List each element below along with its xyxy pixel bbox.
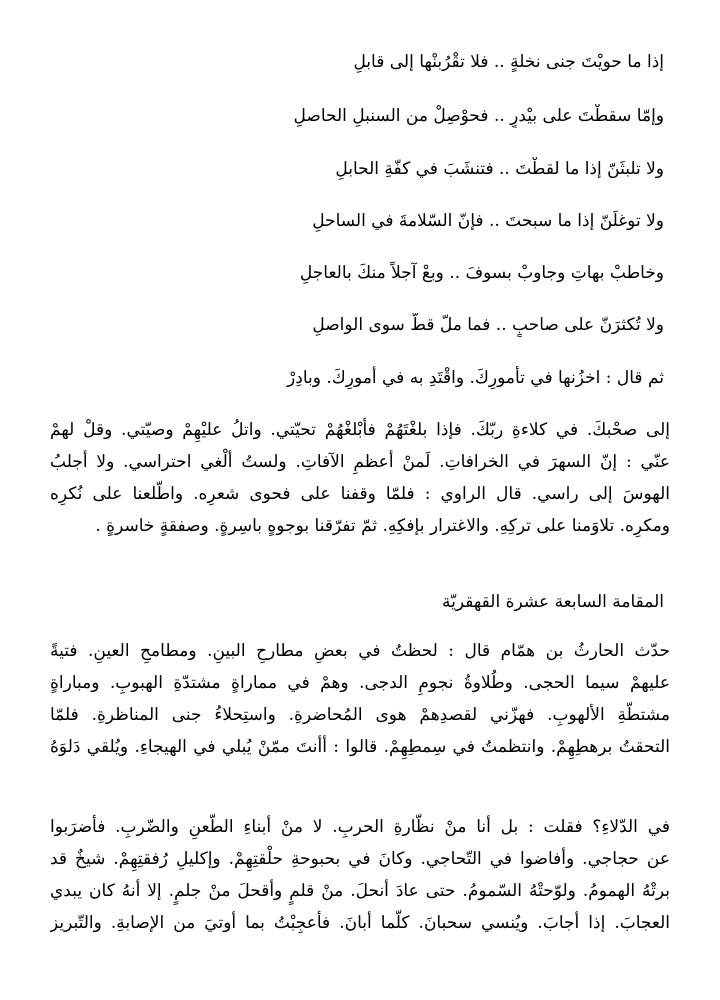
poem-verse: ولا تلبثَنّ إذا ما لقطْتَ .. فتنشَبَ في كفّةِ الحابلِ (335, 159, 664, 179)
narration-line: ثم قال : اخزُنها في تأمورِكَ. واقْتَدِ به في أمورِكَ. وبادِرْ (287, 368, 664, 388)
paragraph-line: الهوسَ إلى راسي. قال الراوي : فلمّا وقفنا على فحوى شعرِه. واطّلعنا على نُكرِه (50, 484, 670, 504)
poem-verse: وإمّا سقطْتَ على بيْدرٍ .. فحوْصِلْ من السنبلِ الحاصلِ (293, 106, 664, 126)
paragraph-line: في الدّلاءِ؟ فقلت : بل أنا منْ نظّارةِ الحربِ. لا منْ أبناءِ الطّعنِ والضّربِ. فأضرَبوا (50, 817, 670, 837)
poem-verse: ولا توغلَنّ إذا ما سبحتَ .. فإنّ السّلامةَ في الساحلِ (312, 211, 664, 231)
paragraph-line: عليهمْ سيما الحجى. وطُلاوةُ نجومِ الدجى. وهمْ في مماراةٍ مشتدّةِ الهبوبِ. ومباراةٍ (50, 673, 670, 693)
paragraph-line: العجابَ. إذا أجابَ. ويُنسي سحبانَ. كلّما أبانَ. فأعجِبْتُ بما أوتيَ من الإصابةِ. والتّبريز (50, 913, 670, 933)
paragraph-opening (50, 635, 670, 763)
section-heading: المقامة السابعة عشرة القهقريّة (442, 592, 664, 612)
paragraph-line: عن حجاجي. وأفاضوا في التّحاجي. وكانَ في بحبوحةِ حلْقتِهِمْ. وإكليلِ رُفقتِهِمْ. شيخٌ قد (50, 849, 670, 869)
paragraph-line: حدّث الحارثُ بن همّام قال : لحظتُ في بعضِ مطارحِ البينِ. ومطامحِ العينِ. فتيةً (50, 641, 670, 661)
paragraph-line: إلى صحْبكَ. في كلاءةِ ربّكَ. فإذا بلغْتَهُمْ فأبْلغْهُمْ تحيّتي. واتلُ عليْهِمْ وصيّتي. وقلْ لهمْ (50, 420, 670, 440)
poem-verse: وخاطبْ بهاتِ وجاوبْ بسوفَ .. وبعْ آجلاً منكَ بالعاجلِ (299, 263, 664, 283)
paragraph-line: برتْهُ الهمومُ. ولوّحتْهُ السّمومُ. حتى عادَ أنحلَ. منْ قلمٍ وأقحلَ منْ جلمٍ. إلا أنهُ كان يبدي (50, 881, 670, 901)
paragraph-line: مشتطّةِ الألهوبِ. فهزّني لقصدِهمْ هوى المُحاضرةِ. واستِحلاءُ جنى المناظرةِ. فلمّا (50, 705, 670, 725)
poem-verse: إذا ما حويْتَ جنى نخلةٍ .. فلا تقْرُبنْها إلى قابلِ (353, 52, 664, 72)
poem-verse: ولا تُكثرَنّ على صاحبٍ .. فما ملّ قطُّ سوى الواصلِ (312, 315, 664, 335)
paragraph-continuation (50, 811, 670, 939)
paragraph-line: ومكرِه. تلاوَمنا على تركِهِ. والاغترار بإفكِهِ. ثمّ تفرّقنا بوجوهٍ باسِرةٍ. وصفقةٍ خاسرةٍ . (95, 516, 670, 536)
paragraph-line: التحقتُ برهطِهِمْ. وانتظمتُ في سِمطِهِمْ. قالوا : أأنتَ ممّنْ يُبلي في الهيجاءِ. ويُلقي دَلوَهُ (50, 737, 670, 757)
paragraph-line: عنّي : إنّ السهرَ في الخرافاتِ. لَمنْ أعظمِ الآفاتِ. ولستُ ألْغي احتراسي. ولا أجلبُ (50, 452, 670, 472)
paragraph-closing (50, 414, 670, 542)
